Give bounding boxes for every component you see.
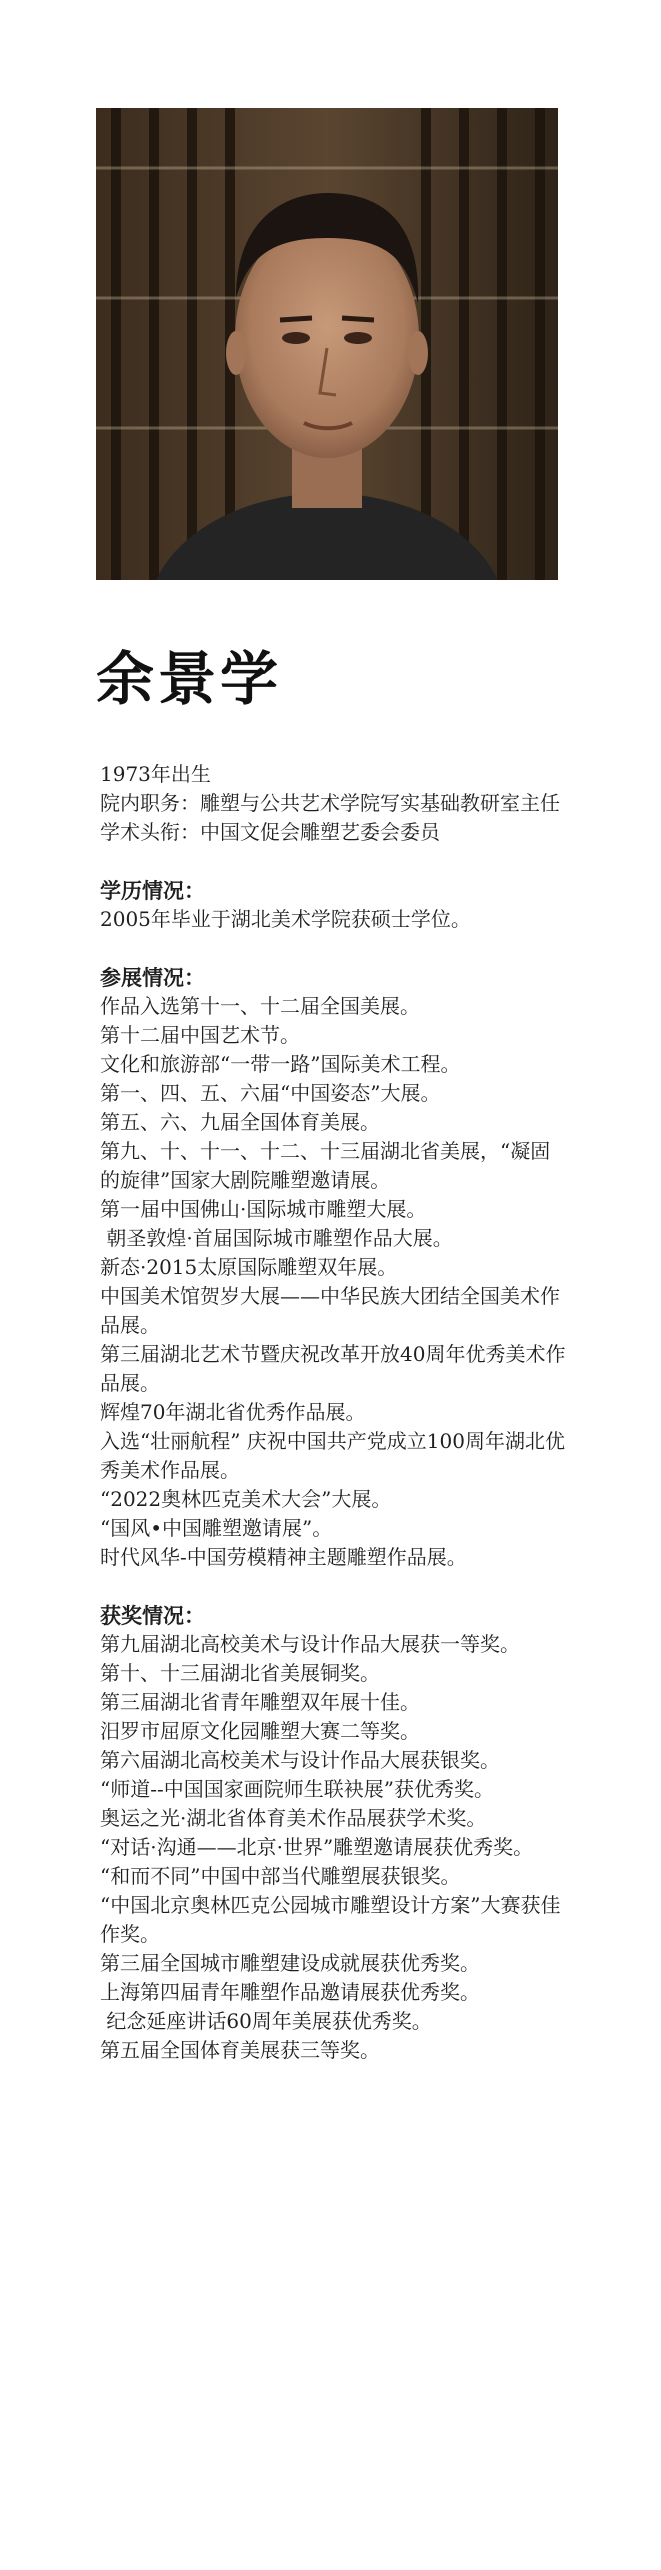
education-item: 2005年毕业于湖北美术学院获硕士学位。 (100, 907, 471, 931)
exhibition-item: 第一、四、五、六届“中国姿态”大展。 (100, 1081, 441, 1105)
exhibition-item: “2022奥林匹克美术大会”大展。 (100, 1487, 392, 1511)
education-section (100, 876, 570, 934)
exhibitions-heading: 参展情况： (100, 965, 205, 990)
education-heading: 学历情况： (100, 878, 205, 903)
exhibition-item: 辉煌70年湖北省优秀作品展。 (100, 1400, 366, 1424)
award-item: 上海第四届青年雕塑作品邀请展获优秀奖。 (100, 1980, 480, 2004)
profile-birth: 1973年出生 (100, 762, 211, 786)
exhibition-item: 朝圣敦煌·首届国际城市雕塑作品大展。 (100, 1226, 453, 1250)
exhibition-item: 第五、六、九届全国体育美展。 (100, 1110, 380, 1134)
exhibition-item: 第九、十、十一、十二、十三届湖北省美展，“凝固的旋律”国家大剧院雕塑邀请展。 (100, 1139, 551, 1192)
exhibition-item: 第十二届中国艺术节。 (100, 1023, 300, 1047)
award-item: 第九届湖北高校美术与设计作品大展获一等奖。 (100, 1632, 520, 1656)
award-item: 第三届全国城市雕塑建设成就展获优秀奖。 (100, 1951, 480, 1975)
exhibition-item: 入选“壮丽航程” 庆祝中国共产党成立100周年湖北优秀美术作品展。 (100, 1429, 565, 1482)
profile-title: 学术头衔：中国文促会雕塑艺委会委员 (100, 820, 440, 844)
biography (100, 760, 570, 2065)
exhibition-item: 第三届湖北艺术节暨庆祝改革开放40周年优秀美术作品展。 (100, 1342, 566, 1395)
exhibition-item: 时代风华-中国劳模精神主题雕塑作品展。 (100, 1545, 467, 1569)
artist-name: 余景学 (96, 645, 283, 713)
awards-section (100, 1601, 570, 2065)
award-item: 纪念延座讲话60周年美展获优秀奖。 (100, 2009, 432, 2033)
award-item: “对话·沟通——北京·世界”雕塑邀请展获优秀奖。 (100, 1835, 534, 1859)
exhibition-item: “国风•中国雕塑邀请展”。 (100, 1516, 333, 1540)
award-item: 第五届全国体育美展获三等奖。 (100, 2038, 380, 2062)
exhibition-item: 新态·2015太原国际雕塑双年展。 (100, 1255, 398, 1279)
award-item: “师道--中国国家画院师生联袂展”获优秀奖。 (100, 1777, 494, 1801)
award-item: 第十、十三届湖北省美展铜奖。 (100, 1661, 380, 1685)
exhibition-item: 作品入选第十一、十二届全国美展。 (100, 994, 420, 1018)
award-item: “中国北京奥林匹克公园城市雕塑设计方案”大赛获佳作奖。 (100, 1893, 561, 1946)
award-item: 奥运之光·湖北省体育美术作品展获学术奖。 (100, 1806, 487, 1830)
exhibition-item: 文化和旅游部“一带一路”国际美术工程。 (100, 1052, 461, 1076)
profile-section (100, 760, 570, 847)
award-item: 汨罗市屈原文化园雕塑大赛二等奖。 (100, 1719, 420, 1743)
award-item: 第六届湖北高校美术与设计作品大展获银奖。 (100, 1748, 500, 1772)
exhibition-item: 中国美术馆贺岁大展——中华民族大团结全国美术作品展。 (100, 1284, 560, 1337)
awards-heading: 获奖情况： (100, 1603, 205, 1628)
artist-portrait (96, 108, 558, 580)
profile-position: 院内职务：雕塑与公共艺术学院写实基础教研室主任 (100, 791, 560, 815)
portrait-image (96, 108, 558, 580)
exhibitions-section (100, 963, 570, 1572)
award-item: 第三届湖北省青年雕塑双年展十佳。 (100, 1690, 420, 1714)
award-item: “和而不同”中国中部当代雕塑展获银奖。 (100, 1864, 461, 1888)
exhibition-item: 第一届中国佛山·国际城市雕塑大展。 (100, 1197, 427, 1221)
